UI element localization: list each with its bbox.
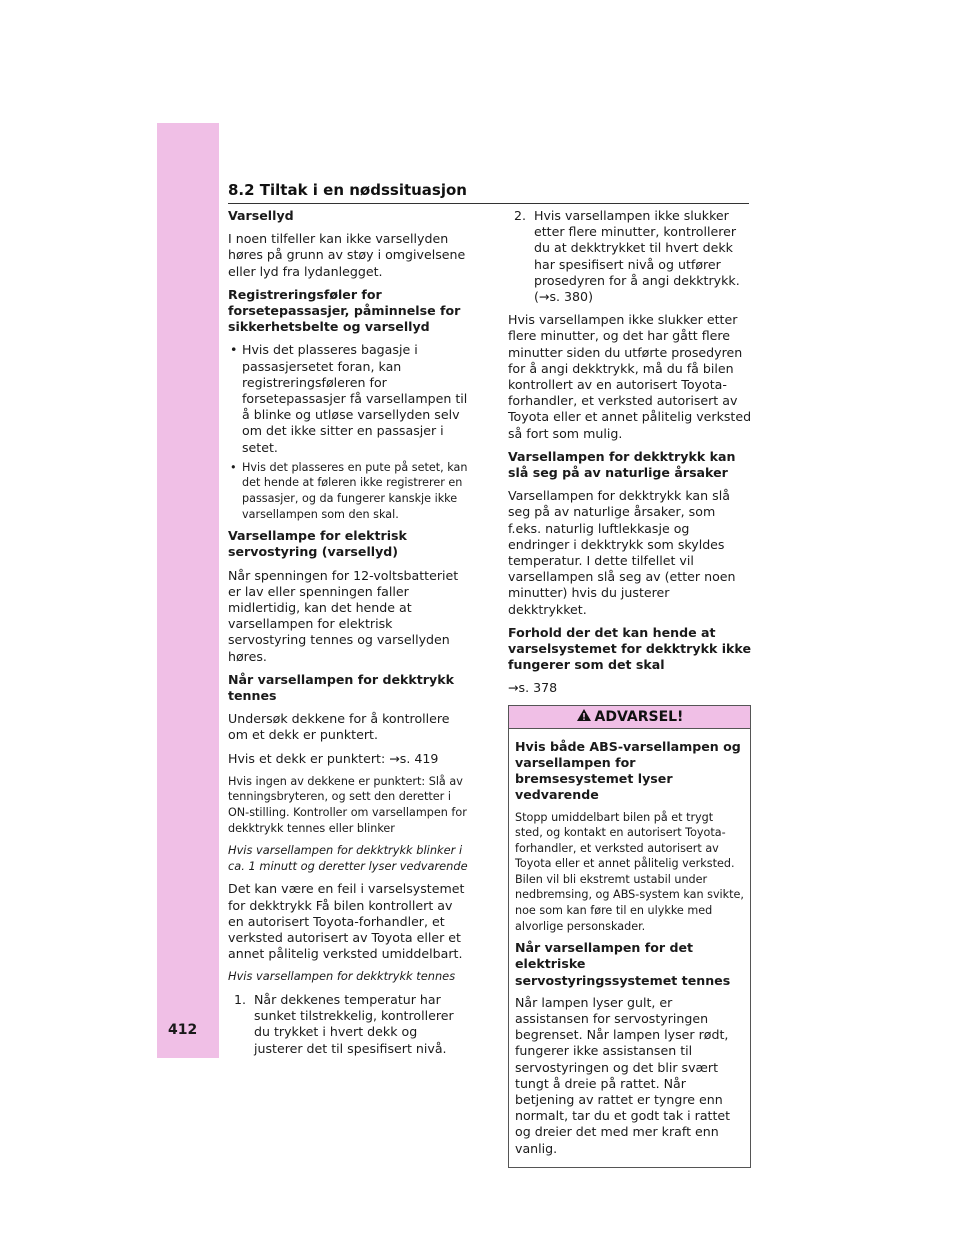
numbered-list [228, 992, 468, 1057]
left-column [228, 208, 468, 1064]
bullet-item: • Hvis det plasseres en pute på setet, kan det hende at føleren ikke registrerer en passasjer, og da fungerer kanskje ikke varsellampen som den skal. [228, 460, 468, 522]
bullet-list [228, 342, 468, 522]
paragraph-feil: Det kan være en feil i varselsystemet for dekktrykk Få bilen kontrollert av en autorisert Toyota-forhandler, et verksted autorisert av Toyota eller et annet pålitelig verksted umiddelbart. [228, 881, 465, 962]
warning-title: ADVARSEL! [594, 708, 684, 725]
warning-paragraph-servo: Når lampen lyser gult, er assistansen for servostyringen begrenset. Når lampen lyser rødt, fungerer ikke assistansen til servostyringen og det blir svært tungt å dreie på rattet. Når betjening av rattet er tyngre enn normalt, tar du et godt tak i rattet og dreier det med mer kraft enn vanlig. [515, 994, 731, 1156]
heading-naturlige-arsaker: Varsellampen for dekktrykk kan slå seg på av naturlige årsaker [508, 448, 736, 481]
list-item [508, 208, 752, 305]
step-text: Hvis varsellampen ikke slukker etter flere minutter, kontrollerer du at dekktrykket til hvert dekk har spesifisert nivå og utfører prosedyren for å angi dekktrykk. (→s. 380) [534, 208, 740, 305]
numbered-list [508, 208, 752, 305]
step-number: 2. [514, 208, 527, 223]
page-number: 412 [168, 1022, 198, 1038]
warning-heading-abs: Hvis både ABS-varsellampen og varsellampen for bremsesystemet lyser vedvarende [515, 738, 741, 803]
step-number: 1. [234, 992, 247, 1008]
paragraph-flere-minutter: Hvis varsellampen ikke slukker etter flere minutter, og det har gått flere minutter siden du utførte prosedyren for å angi dekktrykk, må du få bilen kontrollert av en autorisert Toyota-forhandler, et verksted autorisert av Toyota eller et annet pålitelig verksted så fort som mulig. [508, 312, 752, 441]
section-header [228, 180, 749, 204]
paragraph-dekktrykk-3: Hvis ingen av dekkene er punktert: Slå av tenningsbryteren, og sett den deretter i ON-stilling. Kontroller om varsellampen for dekktrykk tennes eller blinker [228, 774, 467, 835]
warning-header [509, 706, 750, 729]
heading-registreringsfoler: Registreringsføler for forsetepassasjer, påminnelse for sikkerhetsbelte og varsellyd [228, 286, 461, 335]
warning-triangle-icon [576, 708, 592, 726]
bullet-item: • Hvis det plasseres bagasje i passasjersetet foran, kan registreringsføleren for forsetepassasjer få varsellampen til å blinke og utløse varsellyden selv om det ikke sitter en passasjer i setet. [228, 342, 468, 455]
paragraph-dekktrykk-2: Hvis et dekk er punktert: →s. 419 [228, 750, 439, 766]
italic-heading-tennes: Hvis varsellampen for dekktrykk tennes [228, 969, 456, 984]
heading-servostyring: Varsellampe for elektrisk servostyring (varsellyd) [228, 528, 407, 560]
paragraph-naturlige-arsaker: Varsellampen for dekktrykk kan slå seg på av naturlige årsaker, som f.eks. naturlig luftlekkasje og endringer i dekktrykk som skyldes temperatur. I dette tilfellet vil varsellampen slå seg av (etter noen minutter) hvis du justerer dekktrykket. [508, 488, 736, 617]
heading-forhold: Forhold der det kan hende at varselsystemet for dekktrykk ikke fungerer som det skal [508, 624, 751, 673]
section-title: 8.2 Tiltak i en nødssituasjon [228, 181, 467, 199]
right-column [508, 208, 752, 1168]
warning-heading-servo: Når varsellampen for det elektriske servostyringssystemet tennes [515, 940, 731, 988]
step-text: Når dekkenes temperatur har sunket tilstrekkelig, kontrollerer du trykket i hvert dekk og justerer det til spesifisert nivå. [254, 992, 454, 1056]
list-item [228, 992, 468, 1057]
paragraph-dekktrykk-1: Undersøk dekkene for å kontrollere om et dekk er punktert. [228, 711, 450, 743]
warning-body [509, 729, 750, 1167]
paragraph-servostyring: Når spenningen for 12-voltsbatteriet er lav eller spenningen faller midlertidig, kan det hende at varsellampen for elektrisk servostyring tennes og varsellyden høres. [228, 567, 459, 664]
heading-dekktrykk: Når varsellampen for dekktrykk tennes [228, 671, 454, 704]
page-reference: →s. 378 [508, 680, 558, 696]
chapter-tab-sidebar [157, 123, 219, 1058]
warning-paragraph-abs: Stopp umiddelbart bilen på et trygt sted, og kontakt en autorisert Toyota-forhandler, et verksted autorisert av Toyota eller et annet pålitelig verksted. Bilen vil bli ekstremt ustabil under nedbremsing, og ABS-system kan svikte, noe som kan føre til en ulykke med alvorlige personskader. [515, 810, 744, 933]
paragraph-varsellyd: I noen tilfeller kan ikke varsellyden høres på grunn av støy i omgivelsene eller lyd fra lydanlegget. [228, 231, 466, 279]
italic-heading-blinker: Hvis varsellampen for dekktrykk blinker i ca. 1 minutt og deretter lyser vedvarende [228, 843, 468, 873]
warning-box [508, 705, 751, 1168]
heading-varsellyd: Varsellyd [228, 208, 294, 223]
